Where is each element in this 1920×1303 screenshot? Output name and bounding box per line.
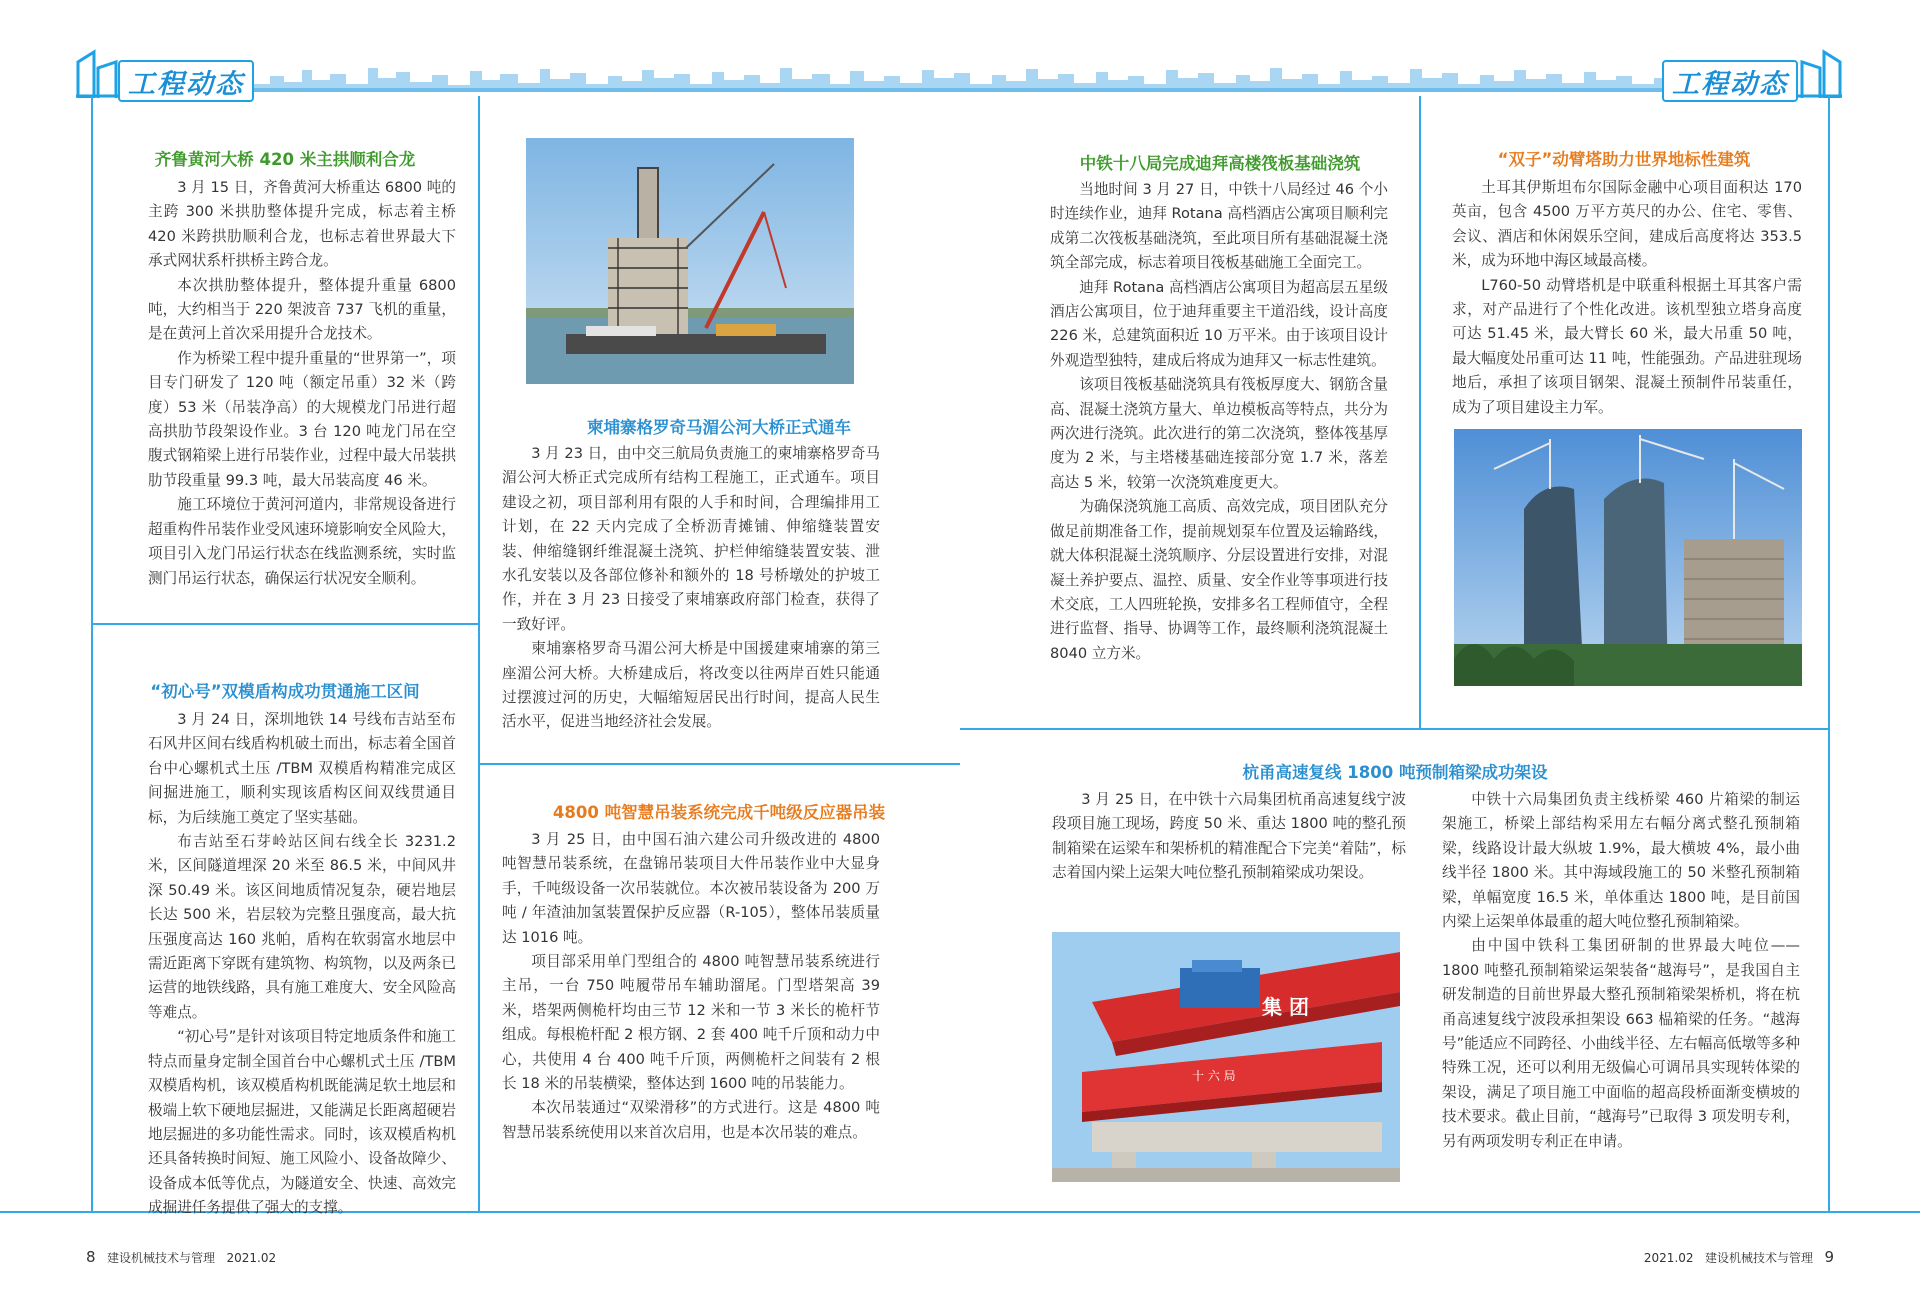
article-title-hangyong-girder: 杭甬高速复线 1800 吨预制箱梁成功架设	[1242, 763, 1548, 782]
section-tag-left: 工程动态	[118, 60, 254, 102]
footer-right	[1644, 1248, 1834, 1266]
paragraph: 为确保浇筑施工高质、高效完成，项目团队充分做足前期准备工作，提前规划泵车位置及运输路线，就大体积混凝土浇筑顺序、分层设置进行安排，对混凝土养护要点、温控、质量、安全作业等事项进行技术交底，工人四班轮换，安排多名工程师值守，全程进行监督、指导、协调等工作，最终顺利浇筑混凝土 8040 立方米。	[1050, 498, 1388, 662]
paragraph: 布吉站至石芽岭站区间右线全长 3231.2 米，区间隧道埋深 20 米至 86.5 米，中间风井深 50.49 米。该区间地质情况复杂，硬岩地层长达 500 米，岩层较为完整且强度高，最大抗压强度高达 160 兆帕，盾构在软弱富水地层中需近距离下穿既有建筑物、构筑物，以及两条已运营的地铁线路，具有施工难度大、安全风险高等难点。	[148, 833, 456, 1021]
article-body-lifting-system	[502, 828, 880, 1145]
divider-col1	[478, 96, 480, 1212]
paragraph: 柬埔寨格罗奇马湄公河大桥是中国援建柬埔寨的第三座湄公河大桥。大桥建成后，将改变以往两岸百姓只能通过摆渡过河的历史，大幅缩短居民出行时间，提高人民生活水平，促进当地经济社会发展。	[502, 640, 880, 731]
paragraph: 迪拜 Rotana 高档酒店公寓项目为超高层五星级酒店公寓项目，位于迪拜重要主干道沿线，设计高度 226 米，总建筑面积近 10 万平米。由于该项目设计外观造型独特，建成后将成为迪拜又一标志性建筑。	[1050, 278, 1388, 369]
issue-date-right: 2021.02	[1643, 1251, 1694, 1265]
page-number-left: 8	[86, 1248, 96, 1266]
crane-signage: 集 团	[1262, 995, 1309, 1019]
page-number-right: 9	[1824, 1248, 1834, 1266]
photo-tower-cranes	[1454, 429, 1802, 686]
paragraph: 3 月 25 日，在中铁十六局集团杭甬高速复线宁波段项目施工现场，跨度 50 米、重达 1800 吨的整孔预制箱梁在运梁车和架桥机的精准配合下完美“着陆”，标志着国内梁上运架大吨位整孔预制箱梁成功架设。	[1052, 791, 1406, 882]
magazine-name-left: 建设机械技术与管理	[107, 1251, 216, 1265]
issue-date-left: 2021.02	[226, 1251, 277, 1265]
article-body-mekong-bridge	[502, 442, 880, 735]
divider-col3	[1419, 96, 1421, 728]
paragraph: 中铁十六局集团负责主线桥梁 460 片箱梁的制运架施工，桥梁上部结构采用左右幅分离式整孔预制箱梁，线路设计最大纵坡 1.9%，最大横坡 4%，最小曲线半径 1800 米。其中海域段施工的 50 米整孔预制箱梁，单幅宽度 16.5 米，单体重达 1800 吨，是目前国内梁上运架单体最重的超大吨位整孔预制箱梁。	[1442, 791, 1800, 931]
building-icon-left	[76, 48, 122, 98]
paragraph: 施工环境位于黄河河道内，非常规设备进行超重构件吊装作业受风速环境影响安全风险大，项目引入龙门吊运行状态在线监测系统，实时监测门吊运行状态，确保运行状况安全顺利。	[148, 496, 456, 587]
paragraph: L760-50 动臂塔机是中联重科根据土耳其客户需求，对产品进行了个性化改进。该机型独立塔身高度可达 51.45 米，最大臂长 60 米，最大吊重 50 吨，最大幅度处吊重可达 11 吨，性能强劲。产品进驻现场地后，承担了该项目钢架、混凝土预制件吊装重任，成为了项目建设主力军。	[1452, 276, 1802, 416]
article-title-shield-machine: “初心号”双模盾构成功贯通施工区间	[150, 682, 420, 701]
footer-left	[86, 1248, 276, 1266]
paragraph: 作为桥梁工程中提升重量的“世界第一”，项目专门研发了 120 吨（额定吊重）32 米（跨度）53 米（吊装净高）的大规模龙门吊进行超高拱肋节段架设作业。3 台 120 吨龙门吊在空腹式钢箱梁上进行吊装作业，过程中最大吊装拱肋节段重量 99.3 吨，最大吊装高度 46 米。	[148, 349, 456, 489]
paragraph: 由中国中铁科工集团研制的世界最大吨位——1800 吨整孔预制箱梁运架装备“越海号”，是我国自主研发制造的目前世界最大整孔预制箱梁架桥机，将在杭甬高速复线宁波段承担架设 663 榀箱梁的任务。“越海号”能适应不同跨径、小曲线半径、左右幅高低墩等多种特殊工况，还可以利用无级偏心可调吊具实现转体梁的架设，满足了项目施工中面临的超高段桥面渐变横坡的技术要求。截止目前，“越海号”已取得 3 项发明专利，另有两项发明专利正在申请。	[1442, 937, 1800, 1150]
magazine-name-right: 建设机械技术与管理	[1704, 1251, 1813, 1265]
paragraph: 3 月 15 日，齐鲁黄河大桥重达 6800 吨的主跨 300 米拱肋整体提升完成，标志着主桥 420 米跨拱肋顺利合龙，也标志着世界最大下承式网状系杆拱桥主跨合龙。	[148, 179, 456, 270]
photo-bridge-pier	[526, 138, 854, 384]
divider-row-left	[91, 623, 479, 625]
paragraph: 当地时间 3 月 27 日，中铁十八局经过 46 个小时连续作业，迪拜 Rotana 高档酒店公寓项目顺利完成第二次筏板基础浇筑，至此项目所有基础混凝土浇筑全部完成，标志着项目筏板基础施工全面完工。	[1050, 181, 1388, 272]
article-body-dubai-raft	[1050, 178, 1388, 666]
frame-line-right	[1828, 96, 1830, 1212]
skyline-decoration	[250, 62, 1670, 92]
crane-signage-2: 十 六 局	[1192, 1069, 1236, 1083]
article-body-qilu-bridge	[148, 176, 456, 591]
article-title-twin-crane: “双子”动臂塔助力世界地标性建筑	[1497, 150, 1751, 169]
article-title-dubai-raft: 中铁十八局完成迪拜高楼筏板基础浇筑	[1079, 154, 1361, 173]
paragraph: 本次拱肋整体提升，整体提升重量 6800 吨，大约相当于 220 架波音 737 飞机的重量，是在黄河上首次采用提升合龙技术。	[148, 276, 456, 343]
article-body-twin-crane	[1452, 176, 1802, 420]
section-tag-right: 工程动态	[1662, 60, 1798, 102]
article-body-shield-machine	[148, 708, 456, 1221]
article-body-hangyong-girder-left	[1052, 788, 1406, 886]
article-title-qilu-bridge: 齐鲁黄河大桥 420 米主拱顺利合龙	[154, 150, 416, 169]
frame-line-left	[91, 96, 93, 1212]
divider-row-right	[960, 728, 1830, 730]
building-icon-right	[1796, 48, 1842, 98]
divider-row-mid	[478, 763, 960, 765]
paragraph: 本次吊装通过“双梁滑移”的方式进行。这是 4800 吨智慧吊装系统使用以来首次启用，也是本次吊装的难点。	[502, 1099, 880, 1141]
paragraph: “初心号”是针对该项目特定地质条件和施工特点而量身定制全国首台中心螺机式土压 /TBM 双模盾构机，该双模盾构机既能满足软土地层和极端上软下硬地层掘进，又能满足长距离超硬岩地层掘进的多功能性需求。同时，该双模盾构机还具备转换时间短、施工风险小、设备故障少、设备成本低等优点，为隧道安全、快速、高效完成掘进任务提供了强大的支撑。	[148, 1028, 456, 1217]
article-title-lifting-system: 4800 吨智慧吊装系统完成千吨级反应器吊装	[552, 803, 886, 822]
paragraph: 3 月 23 日，由中交三航局负责施工的柬埔寨格罗奇马湄公河大桥正式完成所有结构工程施工，正式通车。项目建设之初，项目部利用有限的人手和时间，合理编排用工计划，在 22 天内完成了全桥沥青摊铺、伸缩缝装置安装、伸缩缝钢纤维混凝土浇筑、护栏伸缩缝装置安装、泄水孔安装以及各部位修补和额外的 18 号桥墩处的护坡工作，并在 3 月 23 日接受了柬埔寨政府部门检查，获得了一致好评。	[502, 445, 880, 633]
paragraph: 该项目筏板基础浇筑具有筏板厚度大、钢筋含量高、混凝土浇筑方量大、单边模板高等特点，共分为两次进行浇筑。此次进行的第二次浇筑，整体筏基厚度为 2 米，与主塔楼基础连接部分宽 1.7 米，落差高达 5 米，较第一次浇筑难度更大。	[1050, 376, 1388, 491]
paragraph: 3 月 24 日，深圳地铁 14 号线布吉站至布石风井区间右线盾构机破土而出，标志着全国首台中心螺机式土压 /TBM 双模盾构精准完成区间掘进施工，顺利实现该盾构区间双线贯通目标，为后续施工奠定了坚实基础。	[148, 711, 456, 826]
article-title-mekong-bridge: 柬埔寨格罗奇马湄公河大桥正式通车	[587, 418, 851, 437]
paragraph: 3 月 25 日，由中国石油六建公司升级改进的 4800 吨智慧吊装系统，在盘锦吊装项目大件吊装作业中大显身手，千吨级设备一次吊装就位。本次被吊装设备为 200 万吨 / 年渣油加氢装置保护反应器（R-105），整体吊装质量达 1016 吨。	[502, 831, 880, 946]
article-body-hangyong-girder-right	[1442, 788, 1800, 1154]
paragraph: 土耳其伊斯坦布尔国际金融中心项目面积达 170 英亩，包含 4500 万平方英尺的办公、住宅、零售、会议、酒店和休闲娱乐空间，建成后高度将达 353.5 米，成为环地中海区域最高楼。	[1452, 179, 1802, 270]
photo-girder-erector	[1052, 932, 1400, 1182]
paragraph: 项目部采用单门型组合的 4800 吨智慧吊装系统进行主吊，一台 750 吨履带吊车辅助溜尾。门型塔架高 39 米，塔架两侧桅杆均由三节 12 米和一节 3 米长的桅杆节组成。每根桅杆配 2 根方钢、2 套 400 吨千斤顶和动力中心，共使用 4 台 400 吨千斤顶，两侧桅杆之间装有 2 根长 18 米的吊装横梁，整体达到 1600 吨的吊装能力。	[502, 953, 880, 1093]
